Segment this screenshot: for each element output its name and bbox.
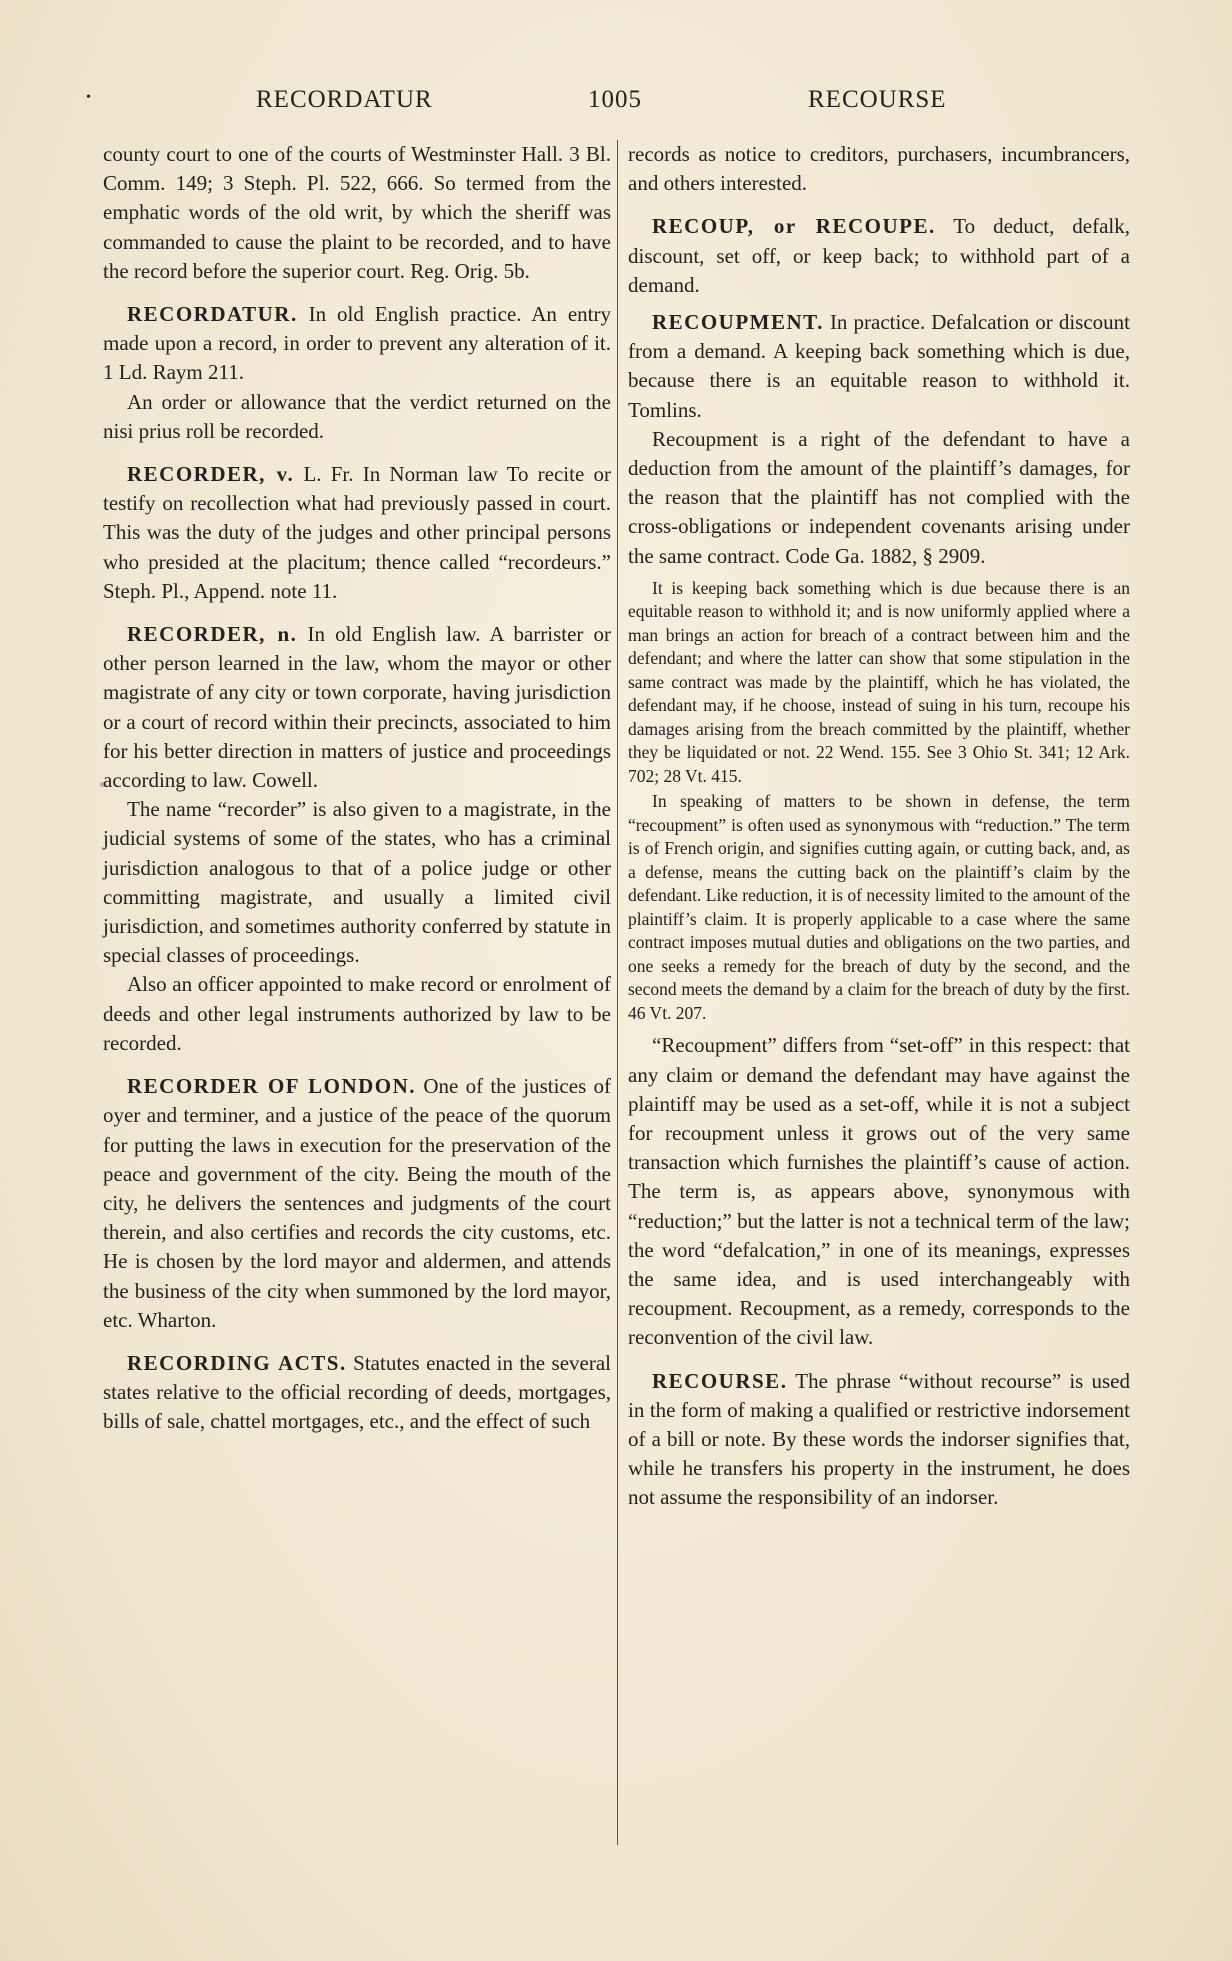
headword: RECORDATUR. (127, 302, 298, 327)
entry-recourse (628, 1367, 1130, 1513)
guide-word-right: RECOURSE (808, 86, 947, 113)
headword: RECORDER, n. (127, 622, 298, 647)
headword: RECOUP, or RECOUPE. (652, 214, 936, 239)
entry-recorder-noun (103, 620, 611, 795)
small-print-block (628, 577, 1130, 1026)
entry-text: The phrase “without recourse” is used in the form of making a qualified or restrictive indorsement of a bill or note. By these words the indorser signifies that, while he transfers his property in the instrument, he does not assume the responsibility of an indorser. (628, 1368, 1130, 1510)
headword: RECORDING ACTS. (127, 1350, 347, 1375)
entry-paragraph: “Recoupment” differs from “set-off” in this respect: that any claim or demand the defendant may have against the plaintiff may be used as a set-off, while it is not a subject for recoupment unless it grows out of the very same transaction which furnishes the plaintiff’s cause of action. The term is, as appears above, synonymous with “reduction;” but the latter is not a technical term of the law; the word “defalcation,” in one of its meanings, expresses the same idea, and is used interchangeably with recoupment. Recoupment, as a remedy, corresponds to the reconvention of the civil law. (628, 1033, 1130, 1350)
entry-recordatur (103, 300, 611, 388)
entry-paragraph: Also an officer appointed to make record or enrolment of deeds and other legal instruments authorized by law to be recorded. (103, 972, 611, 1055)
entry-continuation: records as notice to creditors, purchasers, incumbrancers, and others interested. (628, 142, 1130, 196)
headword: RECOUPMENT. (652, 310, 824, 335)
entry-text: county court to one of the courts of Westminster Hall. 3 Bl. Comm. 149; 3 Steph. Pl. 522, 666. So termed from the emphatic words of the old writ, by which the sheriff was commanded to cause the plaint to be recorded, and to have the record before the superior court. Reg. Orig. 5b. (103, 142, 611, 283)
entry-paragraph: An order or allowance that the verdict returned on the nisi prius roll be recorded. (103, 389, 611, 443)
entry-text: To deduct, defalk, discount, set off, or keep back; to withhold part of a demand. (628, 214, 1130, 297)
headword: RECOURSE. (652, 1368, 788, 1393)
entry-text: In old English practice. An entry made upon a record, in order to prevent any alteration of it. 1 Ld. Raym 211. (103, 302, 611, 385)
entry-recoup (628, 212, 1130, 300)
headword: RECORDER, v. (127, 462, 295, 487)
right-column (628, 140, 1130, 1513)
entry-text: Statutes enacted in the several states relative to the official recording of deeds, mortgages, bills of sale, chattel mortgages, etc., and the effect of such (103, 1350, 611, 1434)
margin-dot: • (86, 90, 92, 105)
entry-recording-acts (103, 1349, 611, 1437)
column-divider (617, 140, 618, 1845)
entry-paragraph: Recoupment is a right of the defendant to have a deduction from the amount of the plaintiff’s damages, for the reason that the plaintiff has not complied with the cross-obligations or independent covenants arising under the same contract. Code Ga. 1882, § 2909. (628, 426, 1130, 568)
entry-text: L. Fr. In Norman law To recite or testify on recollection what had previously passed in court. This was the duty of the judges and other principal persons who presided at the placitum; thence called “recordeurs.” Steph. Pl., Append. note 11. (103, 462, 611, 603)
left-column (103, 140, 611, 1437)
page-number: 1005 (588, 86, 642, 113)
headword: RECORDER OF LONDON. (127, 1074, 417, 1099)
small-print-paragraph: In speaking of matters to be shown in defense, the term “recoupment” is often used as synonymous with “reduction.” The term is of French origin, and signifies cutting again, or cutting back, and, as a defense, means the cutting back on the plaintiff’s claim by the defendant. Like reduction, it is of necessity limited to the amount of the plaintiff’s claim. It is properly applicable to a case where the same contract imposes mutual duties and obligations on the two parties, and one seeks a remedy for the breach of duty by the second, and the second meets the demand by a claim for the breach of duty by the first. 46 Vt. 207. (628, 791, 1130, 1023)
entry-recoupment (628, 308, 1130, 425)
entry-text: In practice. Defalcation or discount from a demand. A keeping back something which is due, because there is an equitable reason to withhold it. Tomlins. (628, 310, 1131, 422)
entry-recorder-verb (103, 460, 611, 606)
entry-recorder-of-london (103, 1072, 611, 1335)
entry-continuation (103, 140, 611, 286)
entry-text: In old English law. A barrister or other person learned in the law, whom the mayor or other magistrate of any city or town corporate, having jurisdiction or a court of record within their precincts, associated to him for his better direction in matters of justice and proceedings according to law. Cowell. (103, 622, 611, 793)
guide-word-left: RECORDATUR (256, 86, 433, 113)
entry-text: One of the justices of oyer and terminer, and a justice of the peace of the quorum for putting the laws in execution for the preservation of the peace and government of the city. Being the mouth of the city, he delivers the sentences and judgments of the court therein, and also certifies and records the city customs, etc. He is chosen by the lord mayor and aldermen, and attends the business of the city when summoned by the lord mayor, etc. Wharton. (103, 1074, 612, 1332)
entry-paragraph: The name “recorder” is also given to a magistrate, in the judicial systems of some of the states, who has a criminal jurisdiction analogous to that of a police judge or other committing magistrate, and usually a limited civil jurisdiction, and sometimes authority conferred by statute in special classes of proceedings. (103, 797, 611, 968)
small-print-paragraph: It is keeping back something which is due because there is an equitable reason to withhold it; and is now uniformly applied where a man brings an action for breach of a contract between him and the defendant; and where the latter can show that some stipulation in the same contract was made by the plaintiff, which he has violated, the defendant may, if he choose, instead of suing in his turn, recoupe his damages arising from the breach committed by the plaintiff, whether they be liquidated or not. 22 Wend. 155. See 3 Ohio St. 341; 12 Ark. 702; 28 Vt. 415. (628, 577, 1130, 786)
